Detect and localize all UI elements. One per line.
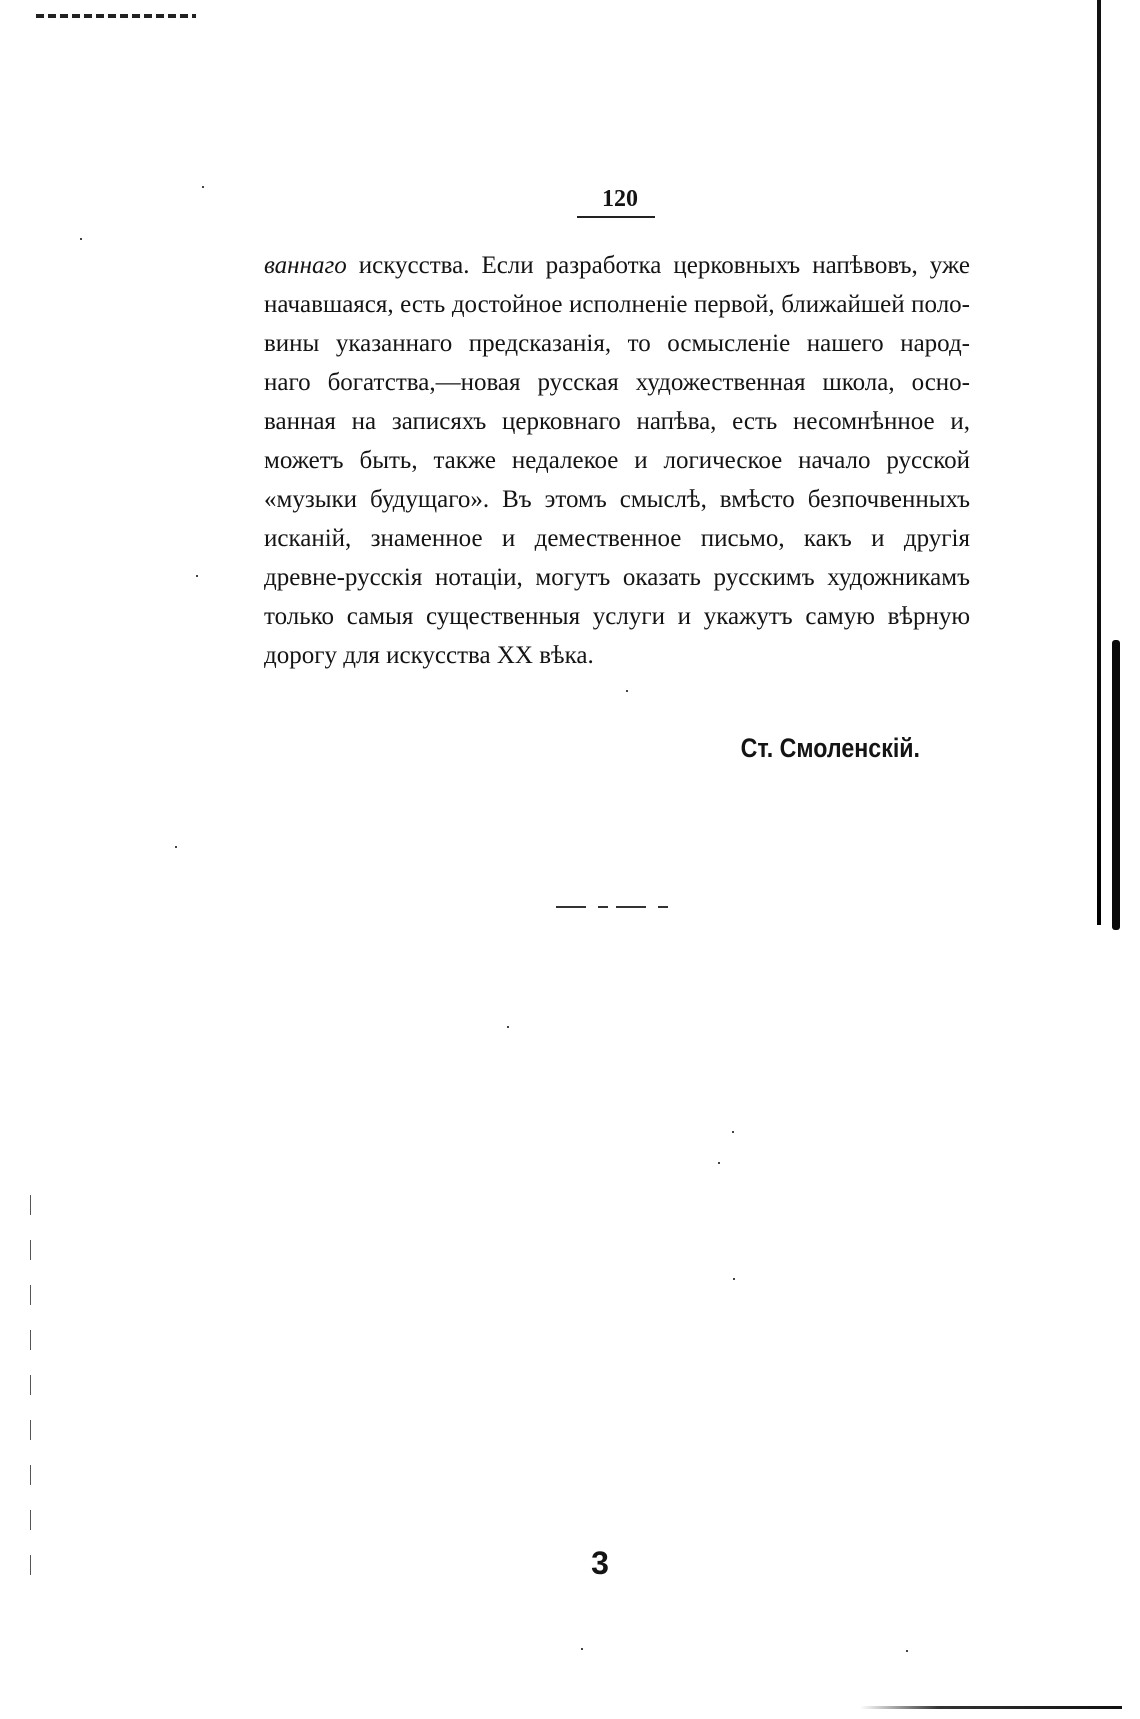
text-line: только самыя существенныя услуги и укажутъ самую вѣрную xyxy=(264,603,970,630)
scan-edge-right xyxy=(1097,0,1101,925)
scan-speck xyxy=(626,690,628,692)
text-line: начавшаяся, есть достойное исполненіе первой, ближайшей поло- xyxy=(264,291,970,318)
text-line: ванная на записяхъ церковнаго напѣва, есть несомнѣнное и, xyxy=(264,408,970,435)
text-line-last: дорогу для искусства XX вѣка. xyxy=(264,642,594,669)
printer-signature-mark: 3 xyxy=(591,1545,609,1581)
scan-speck xyxy=(80,238,82,240)
scan-speck xyxy=(175,846,177,848)
scan-edge-left xyxy=(30,1195,31,1595)
text-line: «музыки будущаго». Въ этомъ смыслѣ, вмѣсто безпочвенныхъ xyxy=(264,486,970,513)
scan-speck xyxy=(906,1650,908,1652)
page-number: 120 xyxy=(602,186,638,212)
scan-speck xyxy=(718,1162,720,1164)
text-line xyxy=(264,246,970,285)
body-text xyxy=(264,246,970,675)
scan-speck xyxy=(732,1131,734,1133)
scan-speck xyxy=(733,1278,735,1280)
text-line: древне-русскія нотаціи, могутъ оказать русскимъ художникамъ xyxy=(264,564,970,591)
text-line: наго богатства,—новая русская художественная школа, осно- xyxy=(264,369,970,396)
text-line: исканій, знаменное и демественное письмо, какъ и другія xyxy=(264,525,970,552)
text-line: вины указаннаго предсказанія, то осмысленіе нашего народ- xyxy=(264,330,970,357)
text-line-body: искусства. Если разработка церковныхъ напѣвовъ, уже xyxy=(346,252,970,279)
scan-mark-top-left xyxy=(36,14,196,18)
section-end-rule xyxy=(556,906,671,908)
scan-speck xyxy=(507,1026,509,1028)
scan-mark-bottom-right xyxy=(860,1706,1122,1709)
scan-edge-right-thick xyxy=(1112,640,1120,930)
page-number-rule xyxy=(577,216,655,218)
scan-speck xyxy=(196,575,198,577)
author-signature: Ст. Смоленскій. xyxy=(740,733,920,763)
text-line: можетъ быть, также недалекое и логическое начало русской xyxy=(264,447,970,474)
scan-speck xyxy=(581,1648,583,1650)
scan-speck xyxy=(202,186,204,188)
text-line-italic: ваннаго xyxy=(264,252,347,279)
